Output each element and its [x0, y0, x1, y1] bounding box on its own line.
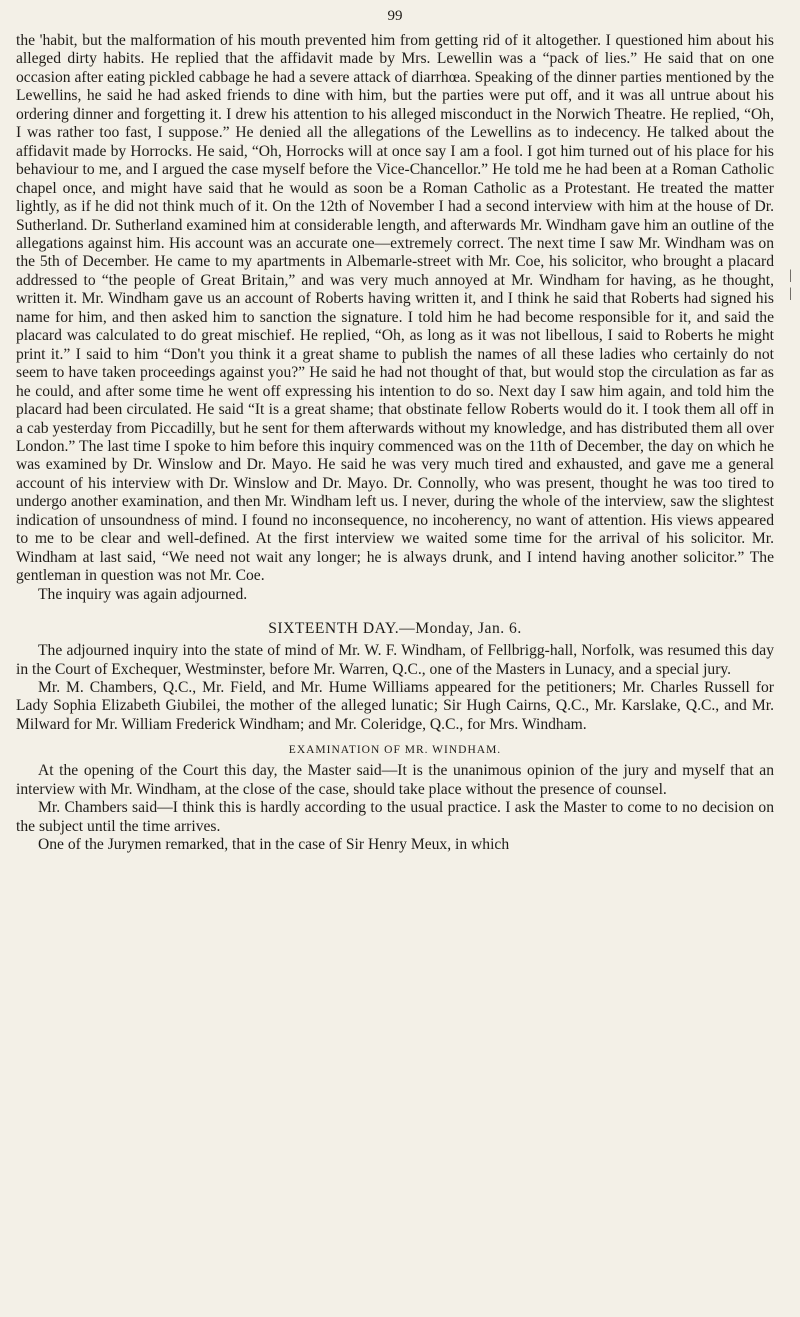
paragraph-adjourned: The inquiry was again adjourned. [38, 585, 248, 603]
paragraph-resumed-inquiry: The adjourned inquiry into the state of mind of Mr. W. F. Windham, of Fellbrigg-hall, Norfolk, was resumed this day in the Court of Exchequer, Westminster, before Mr. Warren, Q.C., one of the Masters in Lunacy, and a special jury. [16, 642, 774, 678]
page-number: 99 [387, 8, 403, 24]
paragraph-windham-interviews: the 'habit, but the malformation of his mouth prevented him from getting rid of it altogether. I questioned him about his alleged dirty habits. He replied that the affidavit made by Mrs. Lewellin was a “pack of lies.” He said that on one occasion after eating pickled cabbage he had a severe attack of diarrhœa. Speaking of the dinner parties mentioned by the Lewellins, he said he had asked friends to dine with him, but the parties were put off, and it was all untrue about his ordering dinner and forgetting it. I drew his attention to his alleged misconduct in the Norwich Theatre. He replied, “Oh, I was rather too fast, I suppose.” He denied all the allegations of the Lewellins as to indecency. He talked about the affidavit made by Horrocks. He said, “Oh, Horrocks will at once say I am a fool. I got him turned out of his place for his behaviour to me, and I argued the case myself before the Vice-Chancellor.” He told me he had been at a Roman Catholic chapel once, and might have said that he would as soon be a Roman Catholic as a Protestant. He treated the matter lightly, as if he did not think much of it. On the 12th of November I had a second interview with him at the house of Dr. Sutherland. Dr. Sutherland examined him at considerable length, and afterwards Mr. Windham gave him an outline of the allegations against him. His account was an accurate one—extremely correct. The next time I saw Mr. Windham was on the 5th of December. He came to my apartments in Albemarle-street with Mr. Coe, his solicitor, who brought a placard addressed to “the people of Great Britain,” and was very much annoyed at Mr. Windham for having, as he thought, written it. Mr. Windham gave us an account of Roberts having written it, and I think he said that Roberts had signed his name for him, and then asked him to sanction the signature. I told him he had become responsible for it, and said the placard was calculated to do great mischief. He replied, “Oh, as long as it was not libellous, I said to Roberts he might print it.” I said to him “Don't you think it a great shame to publish the names of all these ladies who certainly do not seem to have taken proceedings against you?” He said he had not thought of that, but would stop the circulation as far as he could, and after some time he went off expressing his intention to do so. Next day I saw him again, and told him the placard had been circulated. He said “It is a great shame; that obstinate fellow Roberts would do it. I took them all off in a cab yesterday from Piccadilly, but he sent for them afterwards without my knowledge, and has distributed them all over London.” The last time I spoke to him before this inquiry commenced was on the 11th of December, the day on which he was examined by Dr. Winslow and Dr. Mayo. He said he was very much tired and exhausted, and gave me a general account of his interview with Dr. Winslow and Dr. Mayo. Dr. Connolly, who was present, thought he was too tired to undergo another examination, and then Mr. Windham left us. I never, during the whole of the interview, saw the slightest indication of unsoundness of mind. I found no inconsequence, no incoherency, no want of attention. His views appeared to me to be clear and well-defined. At the first interview we waited some time for the arrival of his solicitor. Mr. Windham at last said, “We need not wait any longer; he is always drunk, and I intend having another solicitor.” The gentleman in question was not Mr. Coe. [16, 32, 774, 585]
paragraph-master-statement: At the opening of the Court this day, the Master said—It is the unanimous opinion of the jury and myself that an interview with Mr. Windham, at the close of the case, should take place without the presence of counsel. [16, 762, 774, 798]
day-heading: SIXTEENTH DAY.—Monday, Jan. 6. [268, 620, 522, 638]
body-text [16, 32, 774, 855]
section-subheading: EXAMINATION OF MR. WINDHAM. [288, 744, 502, 757]
paragraph-juryman-remark: One of the Jurymen remarked, that in the case of Sir Henry Meux, in which [38, 836, 510, 854]
paragraph-chambers-reply: Mr. Chambers said—I think this is hardly according to the usual practice. I ask the Master to come to no decision on the subject until the time arrives. [16, 799, 774, 835]
margin-pencil-mark: | [789, 286, 792, 301]
margin-pencil-mark: | [789, 268, 792, 283]
paragraph-counsel-appearances: Mr. M. Chambers, Q.C., Mr. Field, and Mr. Hume Williams appeared for the petitioners; Mr. Charles Russell for Lady Sophia Elizabeth Giubilei, the mother of the alleged lunatic; Sir Hugh Cairns, Q.C., Mr. Karslake, Q.C., and Mr. Milward for Mr. William Frederick Windham; and Mr. Coleridge, Q.C., for Mrs. Windham. [16, 678, 774, 733]
